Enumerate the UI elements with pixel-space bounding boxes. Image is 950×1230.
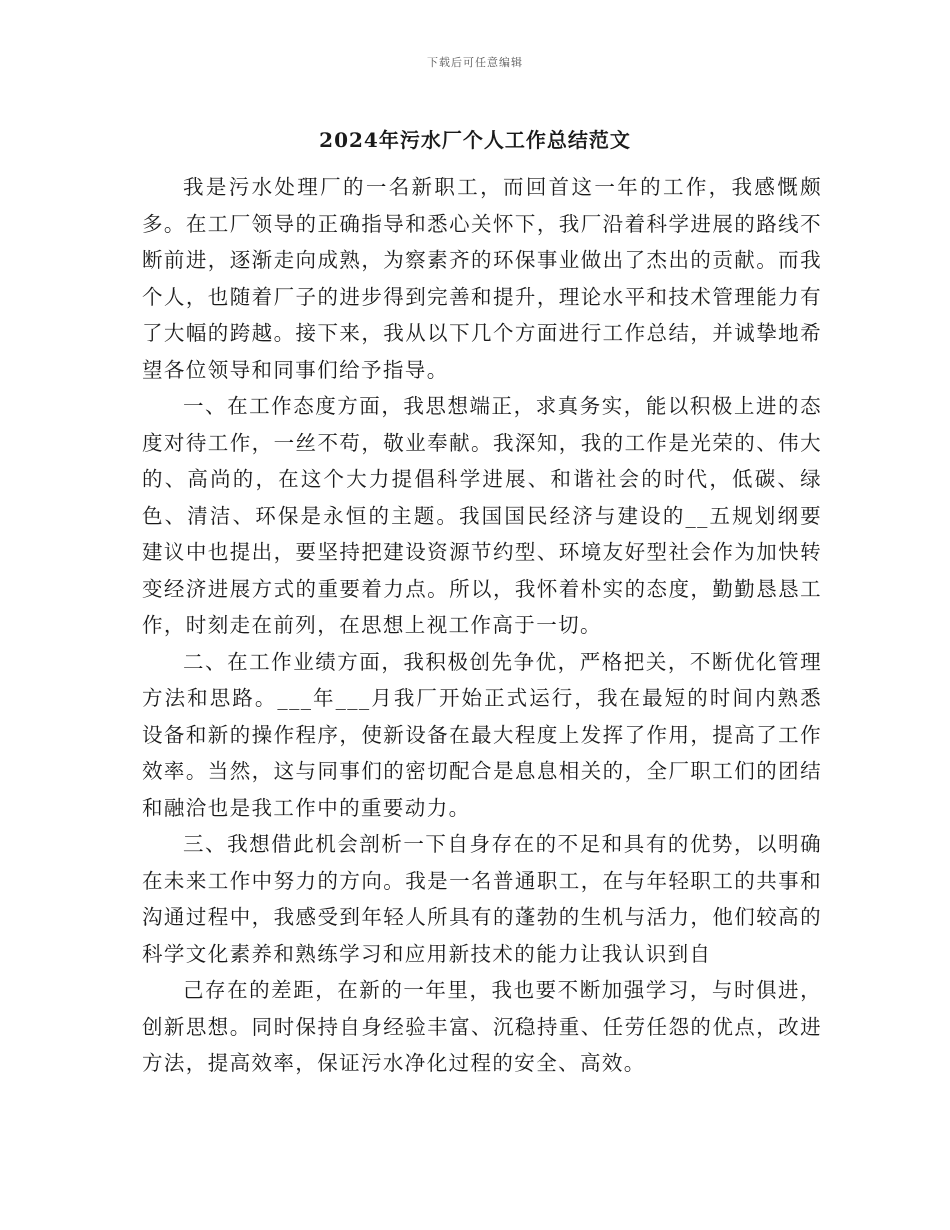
paragraph-work-attitude: 一、在工作态度方面，我思想端正，求真务实，能以积极上进的态度对待工作，一丝不苟，敬业奉献。我深知，我的工作是光荣的、伟大的、高尚的，在这个大力提倡科学进展、和谐社会的时代，低碳、绿色、清洁、环保是永恒的主题。我国国民经济与建设的__五规划纲要建议中也提出，要坚持把建设资源节约型、环境友好型社会作为加快转变经济进展方式的重要着力点。所以，我怀着朴实的态度，勤勤恳恳工作，时刻走在前列，在思想上视工作高于一切。: [142, 394, 822, 637]
document-title: 2024年污水厂个人工作总结范文: [319, 128, 631, 152]
document-body: [142, 169, 822, 1082]
paragraph-future-plan: 己存在的差距，在新的一年里，我也要不断加强学习，与时俱进，创新思想。同时保持自身经验丰富、沉稳持重、任劳任怨的优点，改进方法，提高效率，保证污水净化过程的安全、高效。: [142, 978, 822, 1075]
paragraph-work-performance: 二、在工作业绩方面，我积极创先争优，严格把关，不断优化管理方法和思路。___年___月我厂开始正式运行，我在最短的时间内熟悉设备和新的操作程序，使新设备在最大程度上发挥了作用，提高了工作效率。当然，这与同事们的密切配合是息息相关的，全厂职工们的团结和融洽也是我工作中的重要动力。: [142, 649, 822, 820]
header-note: 下载后可任意编辑: [427, 56, 523, 69]
paragraph-self-analysis: 三、我想借此机会剖析一下自身存在的不足和具有的优势，以明确在未来工作中努力的方向。我是一名普通职工，在与年轻职工的共事和沟通过程中，我感受到年轻人所具有的蓬勃的生机与活力，他们较高的科学文化素养和熟练学习和应用新技术的能力让我认识到自: [142, 832, 822, 966]
paragraph-intro: 我是污水处理厂的一名新职工，而回首这一年的工作，我感慨颇多。在工厂领导的正确指导和悉心关怀下，我厂沿着科学进展的路线不断前进，逐渐走向成熟，为察素齐的环保事业做出了杰出的贡献。而我个人，也随着厂子的进步得到完善和提升，理论水平和技术管理能力有了大幅的跨越。接下来，我从以下几个方面进行工作总结，并诚挚地希望各位领导和同事们给予指导。: [142, 175, 822, 382]
